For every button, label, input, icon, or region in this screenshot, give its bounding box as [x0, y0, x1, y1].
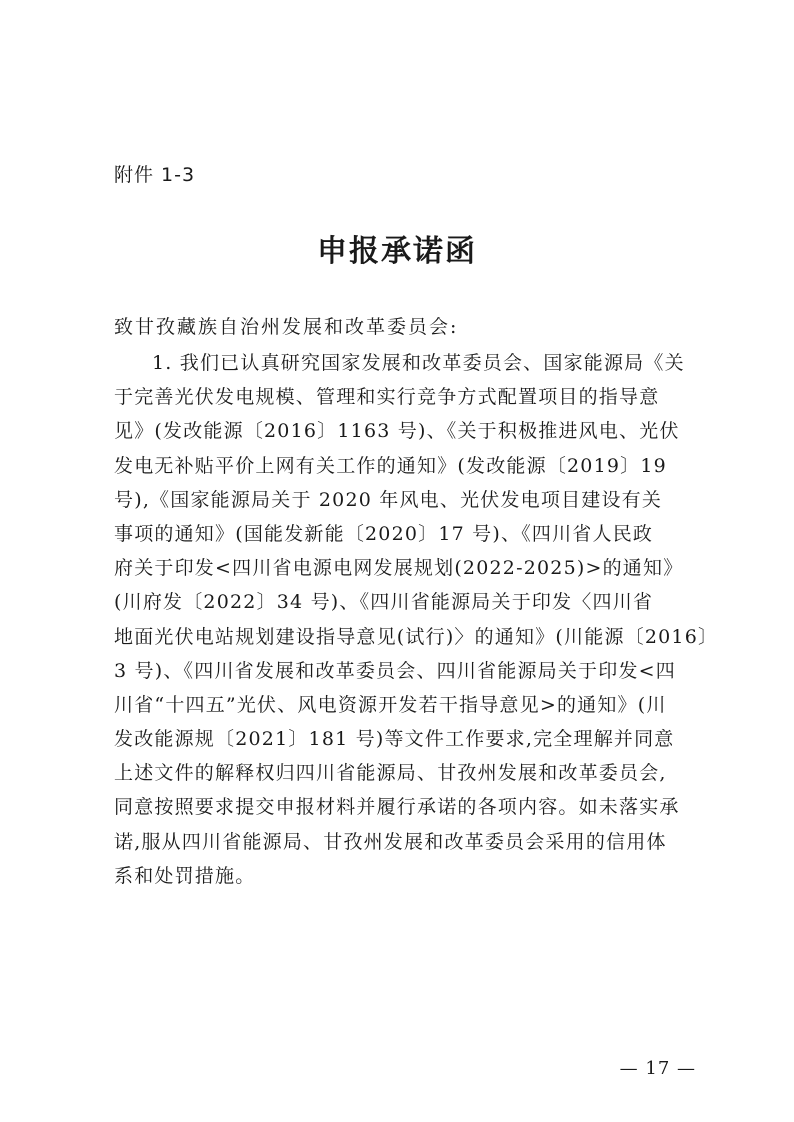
body-line: 3 号)、《四川省发展和改革委员会、四川省能源局关于印发<四: [114, 659, 676, 682]
addressee-line: 致甘孜藏族自治州发展和改革委员会:: [114, 316, 459, 338]
body-line: 系和处罚措施。: [114, 864, 256, 887]
body-line: 诺,服从四川省能源局、甘孜州发展和改革委员会采用的信用体: [114, 830, 667, 853]
body-paragraph: [114, 346, 719, 893]
body-line: 于完善光伏发电规模、管理和实行竞争方式配置项目的指导意: [114, 386, 660, 409]
body-line: (川府发〔2022〕34 号)、《四川省能源局关于印发〈四川省: [114, 591, 654, 614]
body-line: 发电无补贴平价上网有关工作的通知》(发改能源〔2019〕19: [114, 454, 667, 477]
body-line: 同意按照要求提交申报材料并履行承诺的各项内容。如未落实承: [114, 796, 680, 819]
page-number: — 17 —: [619, 1058, 696, 1079]
body-line: 发改能源规〔2021〕181 号)等文件工作要求,完全理解并同意: [114, 728, 675, 751]
attachment-label: 附件 1-3: [114, 164, 196, 186]
body-line: 事项的通知》(国能发新能〔2020〕17 号)、《四川省人民政: [114, 522, 654, 545]
body-line: 川省“十四五”光伏、风电资源开发若干指导意见>的通知》(川: [114, 693, 667, 716]
document-title: 申报承诺函: [317, 234, 477, 269]
body-line: 1. 我们已认真研究国家发展和改革委员会、国家能源局《关: [152, 352, 685, 374]
body-line: 上述文件的解释权归四川省能源局、甘孜州发展和改革委员会,: [114, 762, 667, 785]
body-line: 见》(发改能源〔2016〕1163 号)、《关于积极推进风电、光伏: [114, 420, 680, 443]
body-line: 号),《国家能源局关于 2020 年风电、光伏发电项目建设有关: [114, 488, 663, 511]
body-line: 地面光伏电站规划建设指导意见(试行)〉的通知》(川能源〔2016〕: [114, 625, 719, 648]
body-line: 府关于印发<四川省电源电网发展规划(2022-2025)>的通知》: [114, 557, 684, 580]
